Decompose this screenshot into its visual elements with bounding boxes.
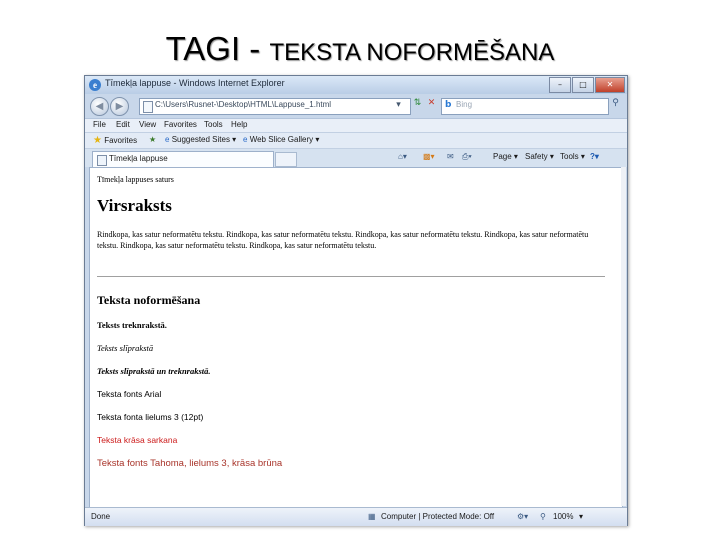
home-icon[interactable]: ⌂▾	[398, 152, 407, 161]
print-icon[interactable]: ⎙▾	[462, 152, 472, 161]
add-favorite-icon[interactable]: ★	[149, 135, 157, 144]
section-heading: Teksta noformēšana	[97, 293, 201, 307]
close-icon[interactable]: ✕	[595, 77, 625, 93]
zoom-icon[interactable]: ⚲	[540, 512, 546, 521]
tab-row	[85, 148, 627, 167]
web-slice-gallery-label: Web Slice Gallery ▾	[249, 135, 320, 144]
page-icon	[143, 101, 153, 113]
favorites-button[interactable]	[93, 135, 137, 146]
maximize-icon[interactable]: □	[572, 77, 594, 93]
dropdown-icon[interactable]: ▾	[396, 100, 401, 110]
menu-help[interactable]: Help	[231, 120, 248, 129]
new-tab-button[interactable]	[275, 152, 297, 167]
text-italic: Teksts slīprakstā	[97, 343, 154, 353]
tab-active[interactable]	[92, 151, 274, 167]
compatibility-icon[interactable]: ⇅	[413, 98, 422, 108]
page-heading: Virsraksts	[97, 196, 172, 215]
text-arial: Teksta fonts Arial	[97, 389, 162, 399]
menu-view[interactable]: View	[139, 120, 157, 129]
star-icon: ★	[93, 135, 102, 146]
slide-title	[0, 30, 720, 68]
page-header-text: Tīmekļa lappuses saturs	[97, 175, 174, 184]
horizontal-rule	[97, 276, 605, 277]
minimize-icon[interactable]: –	[549, 77, 571, 93]
status-text: Done	[91, 512, 111, 521]
ie-icon: e	[243, 135, 248, 144]
scrollbar[interactable]	[621, 167, 626, 506]
help-menu[interactable]: ?▾	[590, 152, 599, 161]
menu-edit[interactable]: Edit	[116, 120, 130, 129]
menu-favorites[interactable]: Favorites	[164, 120, 197, 129]
window-controls	[548, 77, 625, 92]
back-icon[interactable]: ◀	[90, 97, 109, 116]
slide-title-main: TAGI	[165, 30, 241, 67]
menu-tools[interactable]: Tools	[204, 120, 223, 129]
favorites-label: Favorites	[104, 136, 138, 145]
favorites-bar	[85, 132, 627, 148]
text-size-3: Teksta fonta lielums 3 (12pt)	[97, 412, 204, 422]
search-input[interactable]	[441, 98, 609, 115]
browser-window	[84, 75, 628, 526]
page-paragraph: Rindkopa, kas satur neformatētu tekstu. Rindkopa, kas satur neformatētu tekstu. Rindkopa, kas satur neformatētu tekstu. Rindkopa, kas satur neformatētu tekstu. Rindkopa, kas satur neformatētu tekstu. Rindkopa, kas satur neformatētu tekstu.	[97, 230, 589, 250]
text-bold-italic: Teksts slīprakstā un treknrakstā.	[97, 366, 211, 376]
stop-icon[interactable]: ✕	[427, 98, 436, 108]
status-bar	[85, 507, 627, 526]
zoom-level[interactable]: 100%	[553, 512, 574, 521]
title-bar	[85, 76, 627, 94]
ie-icon: e	[165, 135, 170, 144]
feeds-icon[interactable]: ▩▾	[423, 152, 435, 161]
page-icon	[97, 155, 107, 166]
protected-mode-icon[interactable]: ⚙▾	[517, 512, 529, 521]
page-content	[89, 167, 623, 508]
menu-file[interactable]: File	[93, 120, 106, 129]
tab-label: Tīmekļa lappuse	[109, 154, 168, 163]
text-tahoma-brown: Teksta fonts Tahoma, lielums 3, krāsa brūna	[97, 458, 283, 469]
slide-title-separator: -	[240, 30, 270, 67]
window-title: Tīmekļa lappuse - Windows Internet Explorer	[105, 78, 285, 88]
address-bar	[85, 95, 627, 117]
slide-title-rest: TEKSTA NOFORMĒŠANA	[269, 39, 555, 66]
suggested-sites-link[interactable]	[165, 135, 236, 144]
suggested-sites-label: Suggested Sites ▾	[171, 135, 237, 144]
search-icon[interactable]: ⚲	[612, 98, 619, 108]
web-slice-gallery-link[interactable]	[243, 135, 319, 144]
address-field[interactable]	[139, 98, 411, 115]
status-zone: Computer | Protected Mode: Off	[381, 512, 495, 521]
mail-icon[interactable]: ✉	[447, 152, 454, 161]
tools-menu[interactable]: Tools ▾	[560, 152, 585, 161]
text-bold: Teksts treknrakstā.	[97, 320, 167, 330]
page-menu[interactable]: Page ▾	[493, 152, 518, 161]
bing-icon: b	[445, 100, 452, 110]
ie-icon: e	[89, 79, 101, 91]
zoom-dropdown-icon[interactable]: ▾	[579, 512, 584, 521]
menu-bar	[85, 118, 627, 132]
computer-icon: ▦	[368, 512, 376, 521]
forward-icon[interactable]: ▶	[110, 97, 129, 116]
search-placeholder: Bing	[456, 100, 473, 109]
address-url: C:\Users\Rusnet-\Desktop\HTML\Lappuse_1.html	[155, 100, 332, 109]
safety-menu[interactable]: Safety ▾	[525, 152, 554, 161]
text-red: Teksta krāsa sarkana	[97, 435, 178, 445]
